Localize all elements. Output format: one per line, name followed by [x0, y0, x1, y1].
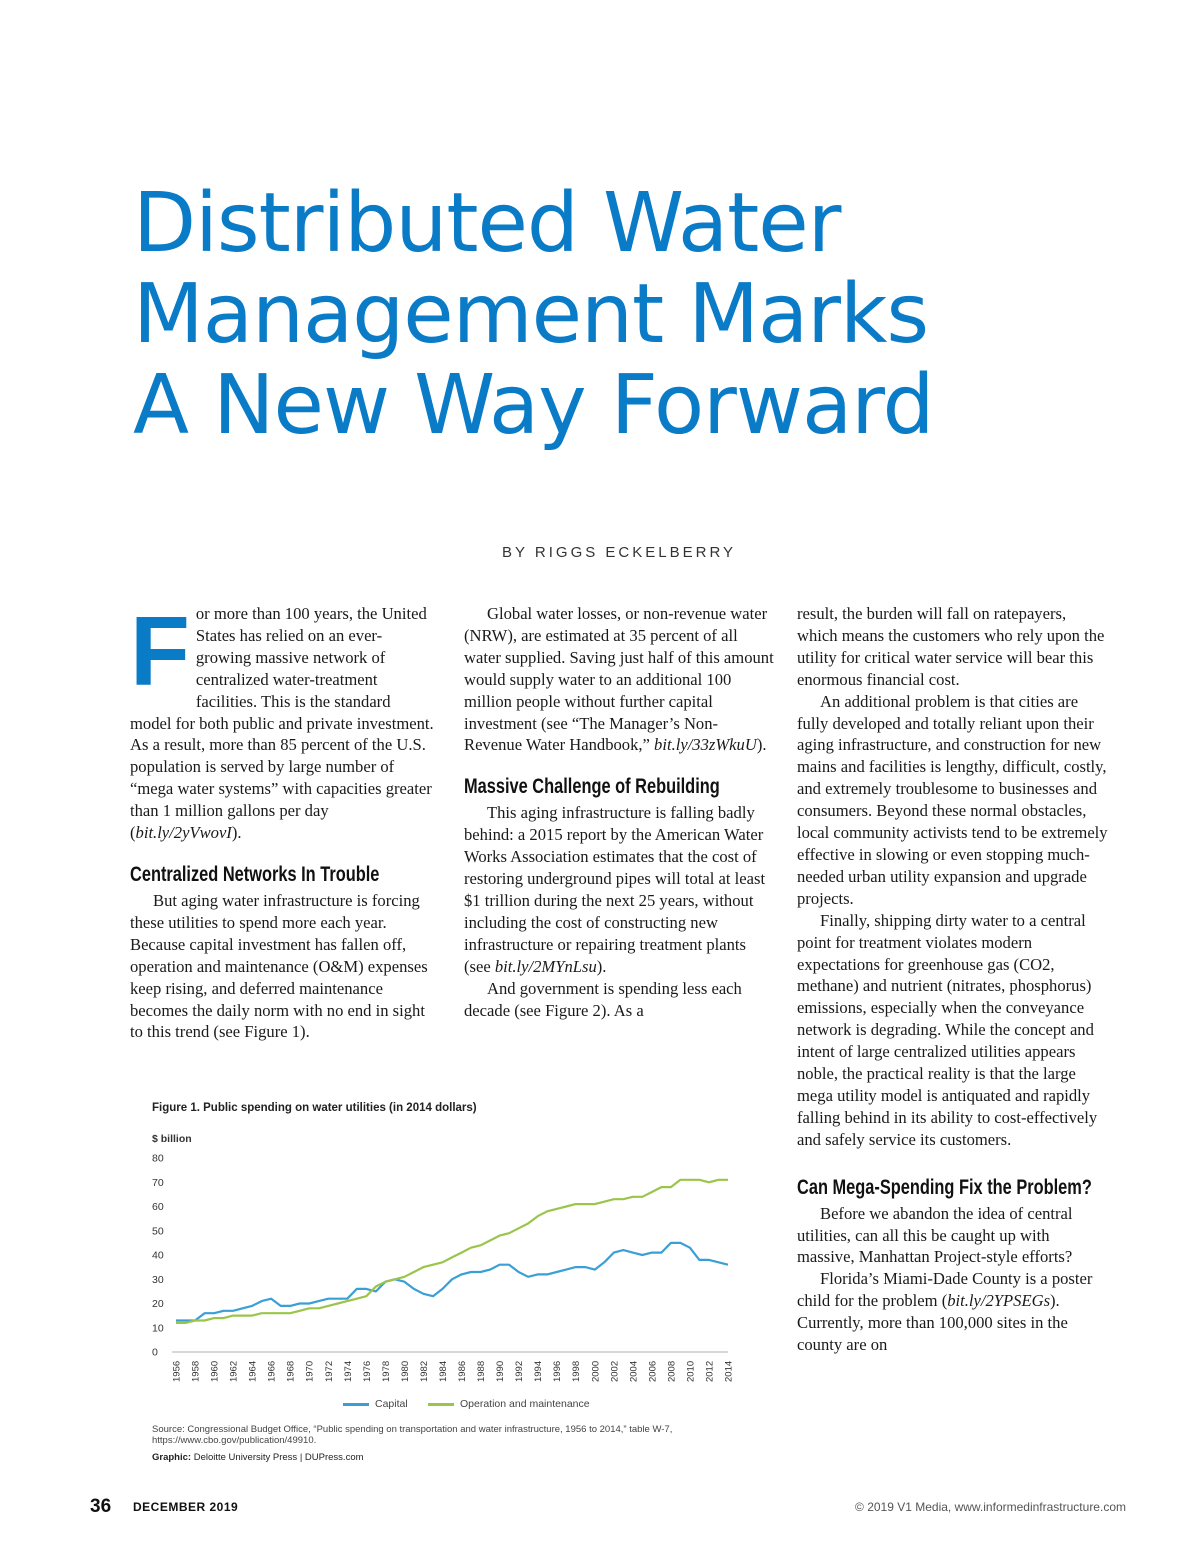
x-tick-label: 1994 — [533, 1360, 545, 1382]
x-tick-label: 2002 — [609, 1360, 621, 1382]
x-tick-label: 1982 — [418, 1360, 430, 1382]
x-tick-label: 1992 — [514, 1360, 526, 1382]
page-number: 36 — [90, 1496, 112, 1517]
link[interactable]: bit.ly/33zWkuU — [654, 735, 757, 755]
paragraph: And government is spending less each decade (see Figure 2). As a — [464, 978, 742, 1020]
x-tick-label: 1970 — [304, 1360, 316, 1382]
x-tick-label: 1956 — [171, 1360, 183, 1382]
y-tick-label: 70 — [152, 1176, 164, 1189]
x-tick-label: 1986 — [457, 1360, 469, 1382]
column-2 — [464, 603, 774, 1021]
figure-1 — [148, 1098, 748, 1478]
paragraph: But aging water infrastructure is forcing these utilities to spend more each year. Because capital investment has fallen off, operation and maintenance (O&M) expenses keep rising, and deferred maintenance becomes the daily norm with no end in sight to this trend (see Figure 1). — [130, 890, 428, 1042]
x-tick-label: 2004 — [628, 1360, 640, 1382]
paragraph: This aging infrastructure is falling badly behind: a 2015 report by the American Water Works Association estimates that the cost of restoring underground pipes will total at least $1 trillion during the next 25 years, without including the cost of constructing new infrastructure or repairing treatment plants (see bit.ly/2MYnLsu). — [464, 803, 766, 976]
legend-swatch — [343, 1403, 369, 1406]
section-heading: Can Mega-Spending Fix the Problem? — [797, 1175, 1092, 1199]
legend-item — [428, 1398, 590, 1410]
paragraph: Before we abandon the idea of central utilities, can all this be caught up with massive, Manhattan Project-style efforts? — [797, 1203, 1073, 1267]
y-tick-label: 30 — [152, 1273, 164, 1286]
x-tick-label: 2012 — [704, 1360, 716, 1382]
paragraph: Finally, shipping dirty water to a central point for treatment violates modern expectations for greenhouse gas (CO2, methane) and nutrient (nitrates, phosphorus) emissions, especially when the conveyance network is degrading. While the concept and intent of large centralized utilities appears noble, the practical reality is that the large mega utility model is antiquated and rapidly falling behind in its ability to cost-effectively and safely service its customers. — [797, 910, 1098, 1149]
x-tick-label: 2000 — [590, 1360, 602, 1382]
article-title-line: Management Marks — [133, 267, 929, 362]
y-axis-label: $ billion — [152, 1133, 192, 1145]
figure-source: Source: Congressional Budget Office, “Public spending on transportation and water infrastructure, 1956 to 2014,” table W-7, https://www.cbo.gov/publication/49910. — [152, 1424, 673, 1446]
paragraph: result, the burden will fall on ratepayers, which means the customers who rely upon the utility for critical water service will bear this enormous financial cost. — [797, 604, 1105, 689]
issue-date: DECEMBER 2019 — [133, 1500, 239, 1514]
y-tick-label: 50 — [152, 1225, 164, 1238]
x-tick-label: 2008 — [666, 1360, 678, 1382]
x-tick-label: 1996 — [552, 1360, 564, 1382]
y-tick-label: 20 — [152, 1298, 164, 1310]
section-heading: Massive Challenge of Rebuilding — [464, 775, 720, 799]
figure-credit: Graphic: Deloitte University Press | DUPress.com — [152, 1452, 364, 1463]
legend-swatch — [428, 1403, 454, 1406]
line-chart — [148, 1122, 748, 1392]
drop-cap: F — [130, 596, 190, 706]
x-tick-label: 1968 — [285, 1360, 297, 1382]
figure-title: Figure 1. Public spending on water utilities (in 2014 dollars) — [152, 1102, 477, 1114]
link[interactable]: bit.ly/2yVwovI — [135, 823, 232, 843]
link[interactable]: bit.ly/2YPSEGs — [947, 1291, 1051, 1311]
column-1 — [130, 596, 436, 1043]
x-tick-label: 1988 — [476, 1360, 488, 1382]
paragraph: An additional problem is that cities are fully developed and totally reliant upon their aging infrastructure, and construction for new mains and facilities is lengthy, difficult, costly, and extremely troublesome to businesses and consumers. Beyond these normal obstacles, local community activists tend to be extremely effective in slowing or even stopping much-needed urban utility expansion and upgrade projects. — [797, 691, 1108, 908]
paragraph: Florida’s Miami-Dade County is a poster child for the problem (bit.ly/2YPSEGs). Currently, more than 100,000 sites in the county are on — [797, 1269, 1093, 1355]
legend-label: Operation and maintenance — [460, 1398, 590, 1410]
x-tick-label: 1990 — [495, 1360, 507, 1382]
x-tick-label: 1964 — [247, 1360, 259, 1382]
article-title — [133, 178, 1133, 451]
legend-item — [343, 1398, 408, 1410]
y-tick-label: 0 — [152, 1346, 158, 1359]
x-tick-label: 1960 — [209, 1360, 221, 1382]
x-tick-label: 1980 — [399, 1360, 411, 1382]
y-tick-label: 10 — [152, 1322, 164, 1335]
link[interactable]: bit.ly/2MYnLsu — [494, 956, 597, 976]
article-title-line: Distributed Water — [133, 176, 841, 271]
x-tick-label: 1984 — [437, 1360, 449, 1382]
x-tick-label: 2014 — [723, 1360, 735, 1382]
x-tick-label: 1976 — [361, 1360, 373, 1382]
byline: BY RIGGS ECKELBERRY — [502, 544, 737, 561]
x-tick-label: 1962 — [228, 1360, 240, 1382]
y-tick-label: 40 — [152, 1249, 164, 1262]
x-tick-label: 2006 — [647, 1360, 659, 1382]
x-tick-label: 2010 — [685, 1360, 697, 1382]
paragraph: Global water losses, or non-revenue water (NRW), are estimated at 35 percent of all water supplied. Saving just half of this amount would supply water to an additional 100 million people without further capital investment (see “The Manager’s Non-Revenue Water Handbook,” bit.ly/33zWkuU). — [464, 604, 774, 755]
x-tick-label: 1972 — [323, 1360, 335, 1382]
section-heading: Centralized Networks In Trouble — [130, 862, 380, 886]
x-tick-label: 1958 — [190, 1360, 202, 1382]
x-tick-label: 1998 — [571, 1360, 583, 1382]
paragraph: For more than 100 years, the United States has relied on an ever-growing massive network of centralized water-treatment facilities. This is the standard model for both public and private investment. As a result, more than 85 percent of the U.S. population is served by large number of “mega water systems” with capacities greater than 1 million gallons per day (bit.ly/2yVwovI). — [130, 596, 434, 843]
x-tick-label: 1978 — [380, 1360, 392, 1382]
chart-legend — [148, 1398, 748, 1412]
x-tick-label: 1966 — [266, 1360, 278, 1382]
legend-label: Capital — [375, 1398, 408, 1410]
column-3 — [797, 603, 1109, 1356]
series-line — [176, 1243, 728, 1321]
copyright: © 2019 V1 Media, www.informedinfrastructure.com — [855, 1500, 1126, 1514]
x-tick-label: 1974 — [342, 1360, 354, 1382]
y-tick-label: 60 — [152, 1201, 164, 1213]
y-tick-label: 80 — [152, 1152, 164, 1165]
article-title-line: A New Way Forward — [133, 358, 934, 453]
